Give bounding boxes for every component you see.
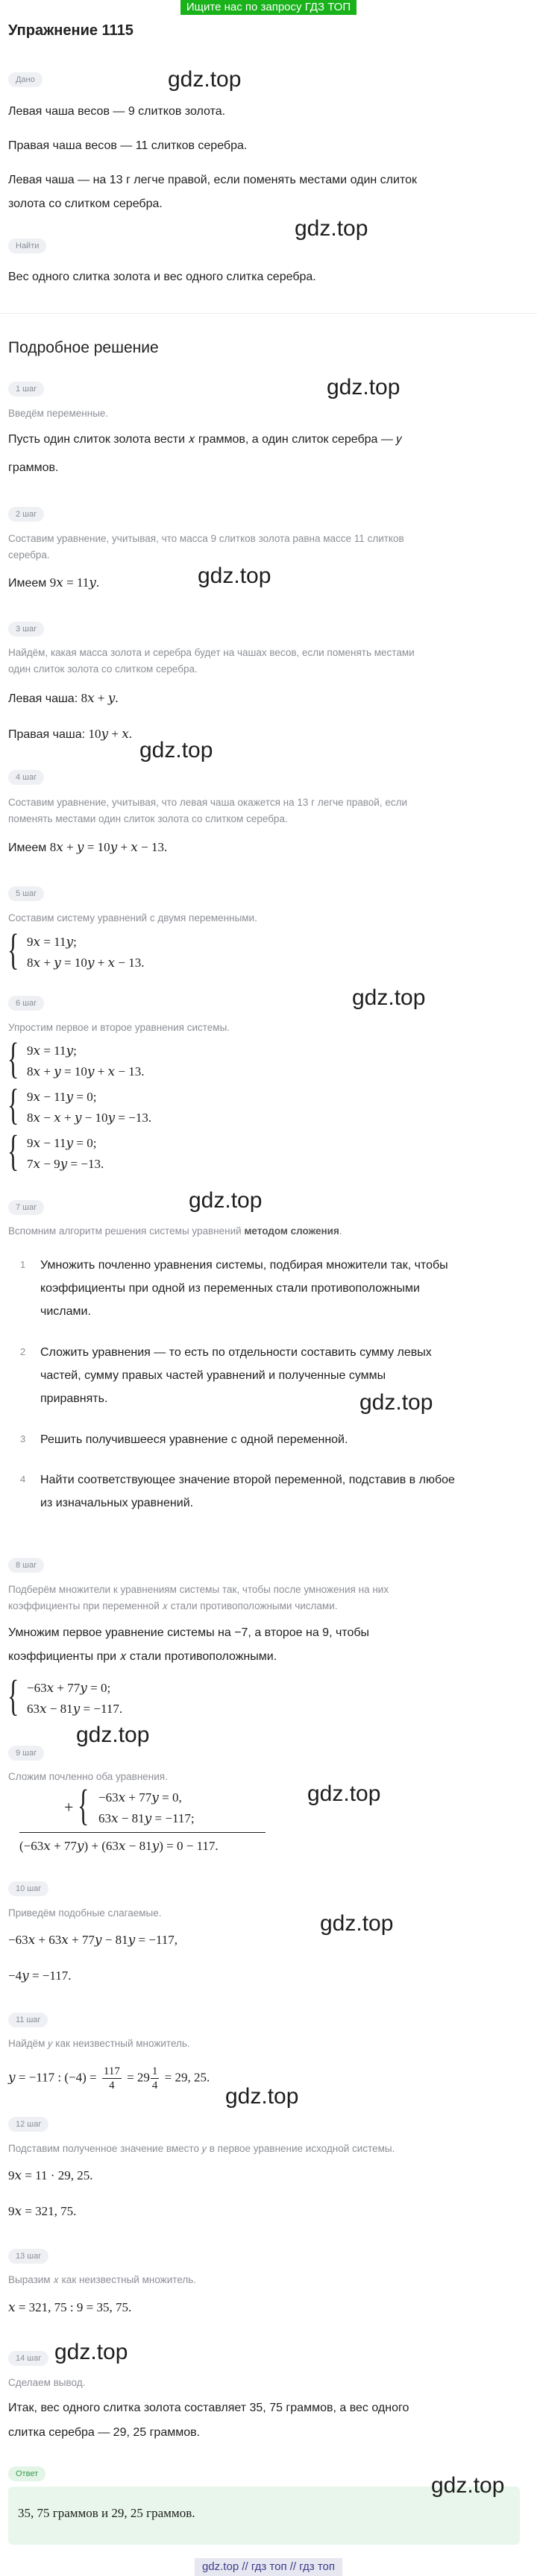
step-12-eq-1: 9𝑥 = 11 · 29, 25. xyxy=(8,2168,93,2182)
watermark: gdz.top xyxy=(359,1390,433,1415)
top-banner-text: Ищите нас по запросу ГДЗ ТОП xyxy=(180,0,357,15)
step-9-note: Сложим почленно оба уравнения. xyxy=(8,1771,168,1782)
step-8-eq-2: 63𝑥 − 81𝑦 = −117. xyxy=(27,1702,123,1716)
method-name: методом сложения xyxy=(244,1225,339,1237)
step-12-eq-2: 9𝑥 = 321, 75. xyxy=(8,2204,77,2218)
step-14-note: Сделаем вывод. xyxy=(8,2377,86,2388)
step-1-note: Введём переменные. xyxy=(8,408,109,419)
given-line-4: золота со слитком серебра. xyxy=(8,198,163,210)
list-item-4-line-2: из изначальных уравнений. xyxy=(40,1497,194,1509)
step-10-note: Приведём подобные слагаемые. xyxy=(8,1907,162,1919)
step-6-note: Упростим первое и второе уравнения системы. xyxy=(8,1022,230,1033)
step-6-b-1: 9𝑥 − 11𝑦 = 0; xyxy=(27,1090,97,1104)
watermark: gdz.top xyxy=(295,216,368,241)
watermark: gdz.top xyxy=(168,67,242,92)
find-text: Вес одного слитка золота и вес одного слитка серебра. xyxy=(8,271,316,283)
step-5-tag: 5 шаг xyxy=(8,886,44,901)
step-7-tag: 7 шаг xyxy=(8,1200,44,1215)
list-item-number: 2 xyxy=(20,1346,26,1357)
system-brace: { xyxy=(7,1671,19,1720)
step-9-sum: (−63𝑥 + 77𝑦) + (63𝑥 − 81𝑦) = 0 − 117. xyxy=(19,1839,219,1853)
step-11-note: Найдём 𝑦 как неизвестный множитель. xyxy=(8,2038,190,2049)
given-line-1: Левая чаша весов — 9 слитков золота. xyxy=(8,105,226,118)
answer-text: 35, 75 граммов и 29, 25 граммов. xyxy=(18,2506,195,2520)
step-2-note-2: серебра. xyxy=(8,549,50,561)
step-3-tag: 3 шаг xyxy=(8,622,44,637)
given-line-2: Правая чаша весов — 11 слитков серебра. xyxy=(8,139,248,152)
system-brace: { xyxy=(7,925,19,973)
step-6-c-1: 9𝑥 − 11𝑦 = 0; xyxy=(27,1136,97,1150)
watermark: gdz.top xyxy=(225,2084,299,2109)
step-6-c-2: 7𝑥 − 9𝑦 = −13. xyxy=(27,1157,104,1171)
given-line-3: Левая чаша — на 13 г легче правой, если поменять местами один слиток xyxy=(8,174,417,186)
list-item-number: 1 xyxy=(20,1259,26,1270)
step-8-tag: 8 шаг xyxy=(8,1558,44,1573)
step-1-line-1: Пусть один слиток золота вести 𝑥 граммов, а один слиток серебра — 𝑦 xyxy=(8,433,402,446)
list-item-number: 3 xyxy=(20,1433,26,1445)
system-brace: { xyxy=(7,1080,19,1128)
mixed-denominator: 4 xyxy=(151,2080,158,2092)
step-6-a-2: 8𝑥 + 𝑦 = 10𝑦 + 𝑥 − 13. xyxy=(27,1064,145,1079)
step-3-left-pan: Левая чаша: 8𝑥 + 𝑦. xyxy=(8,691,119,705)
step-8-line-1: Умножим первое уравнение системы на −7, а второе на 9, чтобы xyxy=(8,1626,370,1639)
list-item-number: 4 xyxy=(20,1474,26,1485)
step-3-right-pan: Правая чаша: 10𝑦 + 𝑥. xyxy=(8,727,133,741)
step-6-a-1: 9𝑥 = 11𝑦; xyxy=(27,1044,77,1058)
step-13-tag: 13 шаг xyxy=(8,2249,48,2264)
list-item-4-line-1: Найти соответствующее значение второй переменной, подставив в любое xyxy=(40,1474,455,1486)
step-11-equation: 𝑦 = −117 : (−4) = $\frac{117}{4}$ = 29 $\frac{1}{4}$ = 29, 25. xyxy=(8,2065,210,2092)
watermark: gdz.top xyxy=(320,1911,394,1936)
step-10-eq-2: −4𝑦 = −117. xyxy=(8,1969,72,1983)
watermark: gdz.top xyxy=(352,985,426,1010)
step-7-note: Вспомним алгоритм решения системы уравнений методом сложения. xyxy=(8,1225,342,1237)
step-11-tag: 11 шаг xyxy=(8,2012,48,2027)
step-2-tag: 2 шаг xyxy=(8,507,44,522)
step-3-note-2: один слиток золота со слитком серебра. xyxy=(8,663,198,675)
step-5-eq-1: 9𝑥 = 11𝑦; xyxy=(27,935,77,949)
fraction-numerator: 117 xyxy=(103,2065,120,2077)
top-banner xyxy=(0,0,537,18)
watermark: gdz.top xyxy=(139,738,213,763)
watermark: gdz.top xyxy=(189,1188,263,1213)
bottom-banner xyxy=(0,2558,537,2576)
watermark: gdz.top xyxy=(76,1723,150,1747)
step-9-eq-2: 63𝑥 − 81𝑦 = −117; xyxy=(98,1811,195,1825)
step-10-eq-1: −63𝑥 + 63𝑥 + 77𝑦 − 81𝑦 = −117, xyxy=(8,1933,178,1947)
divider xyxy=(0,313,537,314)
page-title: Упражнение 1115 xyxy=(8,22,134,39)
watermark: gdz.top xyxy=(327,375,401,400)
step-9-eq-1: −63𝑥 + 77𝑦 = 0, xyxy=(98,1790,182,1805)
watermark: gdz.top xyxy=(198,564,271,588)
list-item-2-line-2: частей, сумму правых частей уравнений и полученные суммы xyxy=(40,1369,386,1382)
step-14-tag: 14 шаг xyxy=(8,2351,48,2366)
step-6-b-2: 8𝑥 − 𝑥 + 𝑦 − 10𝑦 = −13. xyxy=(27,1111,152,1125)
step-3-note-1: Найдём, какая масса золота и серебра будет на чашах весов, если поменять местами xyxy=(8,647,415,658)
list-item-1-line-3: числами. xyxy=(40,1305,91,1318)
watermark: gdz.top xyxy=(54,2340,128,2364)
step-12-tag: 12 шаг xyxy=(8,2117,48,2132)
watermark: gdz.top xyxy=(431,2473,505,2498)
list-item-1-line-2: коэффициенты при одной из переменных стали противоположными xyxy=(40,1282,420,1295)
list-item-1-line-1: Умножить почленно уравнения системы, подбирая множители так, чтобы xyxy=(40,1259,448,1272)
fraction-denominator: 4 xyxy=(109,2080,115,2092)
step-2-note-1: Составим уравнение, учитывая, что масса 9 слитков золота равна массе 11 слитков xyxy=(8,533,404,544)
watermark: gdz.top xyxy=(307,1781,381,1806)
sum-line xyxy=(19,1832,266,1833)
answer-tag: Ответ xyxy=(8,2466,45,2481)
step-1-line-2: граммов. xyxy=(8,461,59,474)
step-4-tag: 4 шаг xyxy=(8,770,44,785)
step-14-line-2: слитка серебра — 29, 25 граммов. xyxy=(8,2426,201,2439)
system-brace: { xyxy=(78,1781,90,1829)
find-tag: Найти xyxy=(8,239,46,253)
step-2-equation: Имеем 9𝑥 = 11𝑦. xyxy=(8,575,100,590)
step-10-tag: 10 шаг xyxy=(8,1881,48,1896)
step-1-tag: 1 шаг xyxy=(8,382,44,397)
step-8-line-2: коэффициенты при 𝑥 стали противоположными. xyxy=(8,1650,277,1663)
bottom-banner-text: gdz.top // гдз топ // гдз топ xyxy=(195,2558,342,2576)
list-item-2-line-3: приравнять. xyxy=(40,1392,108,1405)
step-14-line-1: Итак, вес одного слитка золота составляет 35, 75 граммов, а вес одного xyxy=(8,2402,409,2414)
step-12-note: Подставим полученное значение вместо 𝑦 в первое уравнение исходной системы. xyxy=(8,2143,395,2154)
solution-title: Подробное решение xyxy=(8,339,159,356)
system-brace: { xyxy=(7,1126,19,1175)
step-4-note-2: поменять местами один слиток золота со слитком серебра. xyxy=(8,813,288,824)
step-6-tag: 6 шаг xyxy=(8,996,44,1011)
step-4-equation: Имеем 8𝑥 + 𝑦 = 10𝑦 + 𝑥 − 13. xyxy=(8,840,168,854)
plus-sign: + xyxy=(64,1798,74,1816)
system-brace: { xyxy=(7,1034,19,1082)
step-13-eq-1: 𝑥 = 321, 75 : 9 = 35, 75. xyxy=(8,2300,132,2314)
step-5-eq-2: 8𝑥 + 𝑦 = 10𝑦 + 𝑥 − 13. xyxy=(27,956,145,970)
step-5-note: Составим систему уравнений с двумя переменными. xyxy=(8,912,257,924)
step-8-eq-1: −63𝑥 + 77𝑦 = 0; xyxy=(27,1681,111,1695)
step-8-note-1: Подберём множители к уравнениям системы так, чтобы после умножения на них xyxy=(8,1584,389,1595)
given-tag: Дано xyxy=(8,72,43,87)
mixed-numerator: 1 xyxy=(151,2065,158,2077)
step-8-note-2: коэффициенты при переменной 𝑥 стали противоположными числами. xyxy=(8,1600,338,1611)
step-9-tag: 9 шаг xyxy=(8,1746,44,1761)
list-item-3-line-1: Решить получившееся уравнение с одной переменной. xyxy=(40,1433,348,1446)
list-item-2-line-1: Сложить уравнения — то есть по отдельности составить сумму левых xyxy=(40,1346,432,1359)
step-4-note-1: Составим уравнение, учитывая, что левая чаша окажется на 13 г легче правой, если xyxy=(8,797,408,808)
step-13-note: Выразим 𝑥 как неизвестный множитель. xyxy=(8,2274,196,2285)
